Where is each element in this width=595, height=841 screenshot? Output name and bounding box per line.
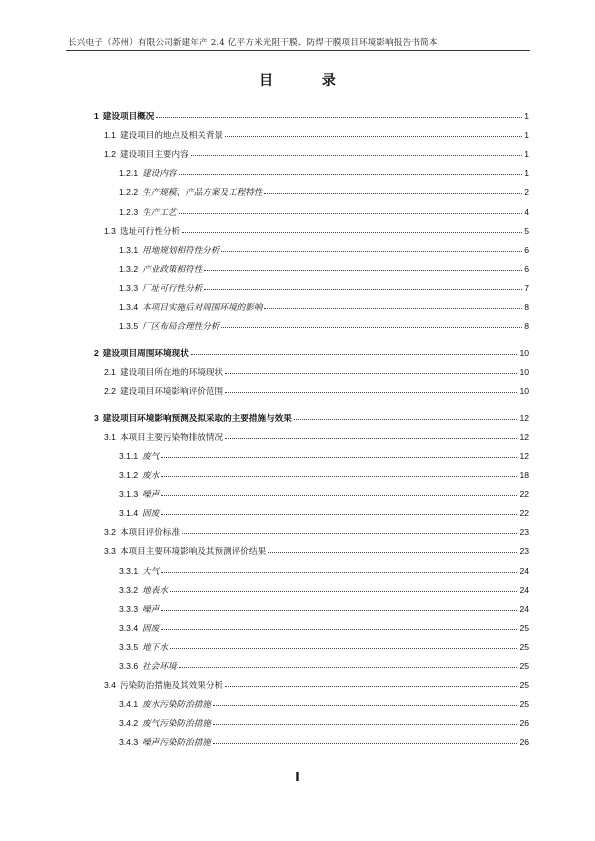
toc-entry-page: 5 <box>524 225 529 236</box>
toc-entry-page: 24 <box>519 584 529 595</box>
toc-entry-number: 1.2.3 <box>119 206 139 217</box>
toc-dot-leader <box>191 344 518 355</box>
toc-entry[interactable] <box>104 677 529 691</box>
toc-entry-title: 建设项目概况 <box>102 112 155 122</box>
toc-entry[interactable] <box>104 146 529 160</box>
toc-entry-number: 1.1 <box>104 130 116 141</box>
header-rule <box>66 50 530 51</box>
toc-entry-number: 3 <box>94 412 99 423</box>
toc-entry-title: 厂区布局合理性分析 <box>142 322 220 333</box>
page-title: 目 录 <box>259 73 358 89</box>
toc-entry-title: 大气 <box>142 566 160 577</box>
toc-entry-number: 1 <box>94 111 99 121</box>
toc-dot-leader <box>264 298 522 309</box>
toc-entry[interactable] <box>119 582 529 596</box>
toc-entry-number: 1.3.5 <box>119 321 139 332</box>
toc-entry-number: 3.3 <box>104 546 116 557</box>
toc-entry-page: 25 <box>519 622 529 633</box>
toc-dot-leader <box>225 676 517 687</box>
toc-entry[interactable] <box>119 620 529 634</box>
toc-entry-page: 8 <box>524 321 529 332</box>
toc-entry-title: 建设项目主要内容 <box>119 150 189 161</box>
toc-dot-leader <box>264 183 522 194</box>
toc-dot-leader <box>179 203 523 214</box>
toc-entry[interactable] <box>104 524 529 538</box>
toc-entry-page: 18 <box>519 470 529 480</box>
toc-entry[interactable] <box>119 505 529 519</box>
toc-entry[interactable] <box>94 108 529 122</box>
toc-entry[interactable] <box>119 165 529 179</box>
toc-entry[interactable] <box>119 658 529 672</box>
toc-dot-leader <box>225 428 517 439</box>
toc-entry-page: 10 <box>519 347 529 358</box>
toc-entry-title: 废气 <box>142 451 160 462</box>
toc-entry-page: 6 <box>524 244 529 255</box>
toc-dot-leader <box>213 733 518 744</box>
toc-dot-leader <box>161 562 517 573</box>
toc-dot-leader <box>204 260 522 271</box>
toc-dot-leader <box>179 657 518 668</box>
toc-entry-number: 1.3.3 <box>119 282 139 293</box>
toc-dot-leader <box>221 317 522 328</box>
toc-entry-title: 产业政策相符性 <box>142 264 203 275</box>
toc-dot-leader <box>161 619 517 630</box>
toc-entry-page: 23 <box>519 527 529 538</box>
toc-entry-title: 建设项目周围环境现状 <box>102 348 189 359</box>
toc-entry[interactable] <box>119 299 529 313</box>
toc-entry-number: 1.3.1 <box>119 244 139 255</box>
toc-entry-title: 废水 <box>142 471 160 481</box>
toc-entry-title: 废气污染防治措施 <box>142 719 211 730</box>
toc-entry-title: 建设项目的地点及相关背景 <box>119 131 224 142</box>
toc-entry-title: 污染防治措施及其效果分析 <box>119 681 224 692</box>
toc-entry-number: 3.3.6 <box>119 661 139 671</box>
toc-entry-page: 25 <box>519 661 529 671</box>
toc-entry[interactable] <box>119 467 529 481</box>
toc-dot-leader <box>213 695 518 706</box>
toc-entry-title: 建设项目环境影响评价范围 <box>119 387 224 397</box>
toc-entry-number: 3.3.4 <box>119 622 139 633</box>
toc-entry-page: 25 <box>519 641 529 652</box>
toc-entry[interactable] <box>119 639 529 653</box>
toc-entry-number: 3.4.1 <box>119 699 139 710</box>
toc-entry-title: 废水污染防治措施 <box>142 700 211 711</box>
toc-entry-page: 4 <box>524 206 529 217</box>
toc-entry-page: 22 <box>519 508 529 519</box>
toc-entry[interactable] <box>119 563 529 577</box>
toc-entry-page: 1 <box>524 149 529 160</box>
toc-dot-leader <box>213 714 518 725</box>
toc-entry-page: 25 <box>519 680 529 691</box>
toc-dot-leader <box>191 145 523 156</box>
toc-entry[interactable] <box>119 734 529 748</box>
toc-dot-leader <box>294 409 518 420</box>
toc-entry-page: 23 <box>519 546 529 557</box>
toc-entry-title: 厂址可行性分析 <box>142 283 203 294</box>
toc-entry[interactable] <box>119 486 529 500</box>
toc-entry[interactable] <box>119 280 529 294</box>
toc-entry-page: 12 <box>519 412 529 423</box>
toc-dot-leader <box>204 279 522 290</box>
toc-dot-leader <box>161 485 517 496</box>
toc-entry[interactable] <box>104 383 529 397</box>
toc-entry-number: 3.3.5 <box>119 641 139 652</box>
toc-entry-page: 22 <box>519 489 529 500</box>
toc-entry-page: 12 <box>519 431 529 442</box>
toc-entry-number: 3.1.1 <box>119 450 139 461</box>
toc-entry-number: 3.2 <box>104 527 116 538</box>
toc-entry-number: 3.1.3 <box>119 489 139 500</box>
toc-entry-page: 10 <box>519 386 529 396</box>
toc-entry-number: 2.1 <box>104 366 116 377</box>
toc-entry-page: 10 <box>519 366 529 377</box>
toc-entry-title: 固废 <box>142 509 160 520</box>
toc-entry-page: 26 <box>519 718 529 729</box>
toc-entry-title: 地表水 <box>142 585 168 596</box>
toc-entry-title: 地下水 <box>142 642 168 653</box>
toc-entry[interactable] <box>104 364 529 378</box>
toc-entry-title: 建设项目所在地的环境现状 <box>119 367 224 378</box>
toc-entry[interactable] <box>119 318 529 332</box>
toc-entry-page: 1 <box>524 130 529 141</box>
toc-entry-page: 25 <box>519 699 529 710</box>
toc-dot-leader <box>156 107 522 118</box>
toc-entry[interactable] <box>119 184 529 198</box>
toc-entry[interactable] <box>119 448 529 462</box>
toc-entry-number: 3.4.2 <box>119 718 139 729</box>
toc-entry-page: 6 <box>524 263 529 274</box>
toc-dot-leader <box>268 542 517 553</box>
toc-entry-title: 生产工艺 <box>142 207 177 218</box>
toc-dot-leader <box>182 222 522 233</box>
toc-entry-number: 1.3.2 <box>119 263 139 274</box>
toc-entry-title: 本项目实施后对周围环境的影响 <box>142 303 263 313</box>
toc-entry-title: 本项目主要环境影响及其预测评价结果 <box>119 547 267 558</box>
toc-entry[interactable] <box>104 543 529 557</box>
toc-entry-title: 噪声污染防治措施 <box>142 738 211 749</box>
toc-entry-title: 建设内容 <box>142 169 177 180</box>
toc-dot-leader <box>161 600 517 611</box>
page-number: I <box>295 770 300 784</box>
toc-entry-number: 3.4 <box>104 680 116 691</box>
toc-entry-number: 1.2.1 <box>119 168 139 179</box>
toc-dot-leader <box>179 164 523 175</box>
toc-dot-leader <box>161 504 517 515</box>
toc-entry-page: 24 <box>519 603 529 614</box>
toc-dot-leader <box>225 363 517 374</box>
toc-entry-title: 生产规模、产品方案及工程特性 <box>142 188 263 199</box>
toc-entry-page: 24 <box>519 565 529 576</box>
toc-entry-number: 1.3.4 <box>119 302 139 312</box>
toc-entry[interactable] <box>119 715 529 729</box>
toc-dot-leader <box>182 523 517 534</box>
toc-entry-title: 本项目评价标准 <box>119 528 181 539</box>
toc-entry-number: 1.3 <box>104 225 116 236</box>
toc-entry[interactable] <box>94 410 529 424</box>
toc-entry-page: 7 <box>524 282 529 293</box>
toc-dot-leader <box>170 581 518 592</box>
toc-entry[interactable] <box>94 345 529 359</box>
toc-entry-title: 选址可行性分析 <box>119 226 181 237</box>
toc-entry-number: 3.1.2 <box>119 470 139 480</box>
toc-entry-number: 3.1.4 <box>119 508 139 519</box>
toc-entry-page: 8 <box>524 302 529 312</box>
toc-dot-leader <box>170 638 518 649</box>
toc-dot-leader <box>225 382 517 393</box>
toc-entry-number: 3.3.2 <box>119 584 139 595</box>
toc-entry[interactable] <box>104 429 529 443</box>
toc-entry-number: 2 <box>94 347 99 358</box>
toc-entry-page: 1 <box>524 111 529 121</box>
toc-dot-leader <box>221 241 522 252</box>
toc-entry-number: 1.2.2 <box>119 187 139 198</box>
toc-entry-number: 3.4.3 <box>119 737 139 748</box>
toc-entry-page: 2 <box>524 187 529 198</box>
toc-entry-title: 本项目主要污染物排放情况 <box>119 432 224 443</box>
toc-entry-page: 1 <box>524 168 529 179</box>
toc-entry[interactable] <box>119 261 529 275</box>
toc-entry-number: 3.1 <box>104 431 116 442</box>
toc-dot-leader <box>161 447 517 458</box>
toc-entry-title: 社会环境 <box>142 662 177 672</box>
toc-entry-number: 3.3.1 <box>119 565 139 576</box>
toc-entry[interactable] <box>119 601 529 615</box>
toc-entry[interactable] <box>119 204 529 218</box>
toc-entry-number: 1.2 <box>104 149 116 160</box>
toc-entry-page: 26 <box>519 737 529 748</box>
running-header: 长兴电子（苏州）有限公司新建年产 2.4 亿平方米光阻干膜、防焊干膜项目环境影响报告书简本 <box>68 38 438 48</box>
toc-entry-page: 12 <box>519 450 529 461</box>
toc-dot-leader <box>225 126 522 137</box>
toc-entry-title: 建设项目环境影响预测及拟采取的主要措施与效果 <box>102 413 292 424</box>
toc-entry-number: 3.3.3 <box>119 603 139 614</box>
toc-entry-title: 固废 <box>142 623 160 634</box>
toc-entry[interactable] <box>119 696 529 710</box>
toc-entry-title: 用地规划相符性分析 <box>142 245 220 256</box>
toc-dot-leader <box>161 466 517 477</box>
toc-entry-title: 噪声 <box>142 490 160 501</box>
toc-entry[interactable] <box>104 223 529 237</box>
toc-entry[interactable] <box>104 127 529 141</box>
toc-entry[interactable] <box>119 242 529 256</box>
toc-entry-title: 噪声 <box>142 604 160 615</box>
toc-entry-number: 2.2 <box>104 386 116 396</box>
